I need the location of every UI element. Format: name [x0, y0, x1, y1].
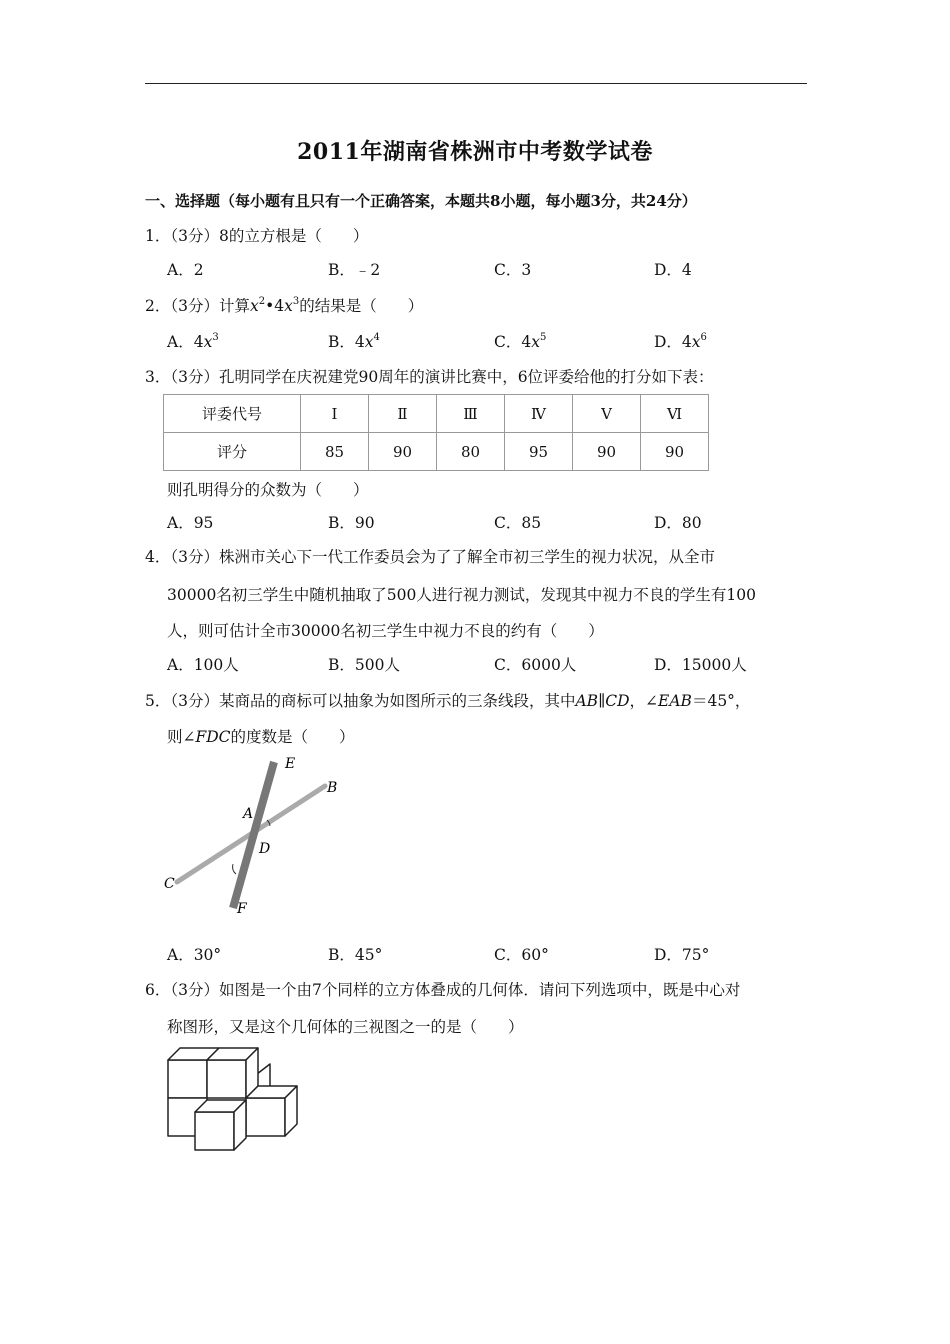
question-3-stem: 3．（3分）孔明同学在庆祝建党90周年的演讲比赛中，6位评委给他的打分如下表： [145, 368, 714, 386]
section-heading: 一、选择题（每小题有且只有一个正确答案，本题共8小题，每小题3分，共24分） [145, 192, 697, 210]
q2-option-d-coef: D．4 [654, 333, 692, 351]
label-c: C [164, 876, 175, 892]
cube-front-front [195, 1112, 234, 1150]
q2-dot: •4 [265, 297, 285, 315]
q6-cube-stack-figure [160, 1040, 310, 1155]
q2-option-b-var: x [364, 333, 374, 351]
q5-value: ＝45°， [691, 692, 751, 710]
label-a: A [243, 806, 254, 822]
q5-angle-sym: ，∠ [629, 692, 659, 710]
q3-option-d: D．80 [654, 514, 702, 532]
q2-option-a-var: x [203, 333, 213, 351]
q5-parallel: ∥ [598, 692, 606, 710]
q2-option-b [328, 330, 380, 352]
q5-line2-suffix: 的度数是（ ） [230, 728, 355, 746]
q5-line2-prefix: 则∠ [167, 728, 196, 746]
q2-var-x2: x [284, 297, 293, 315]
question-4-line-2: 30000名初三学生中随机抽取了500人进行视力测试，发现其中视力不良的学生有100 [167, 586, 756, 604]
q5-option-a: A．30° [167, 946, 222, 964]
angle-arc-d [233, 864, 236, 874]
page-title: 2011年湖南省株洲市中考数学试卷 [297, 139, 653, 165]
table-cell: 95 [505, 433, 573, 471]
table-header-row [164, 395, 709, 433]
q2-var-x: x [249, 297, 259, 315]
q5-fdc: FDC [195, 728, 231, 746]
q1-option-b: B．﹣2 [328, 261, 381, 279]
q2-option-a [167, 330, 219, 352]
q5-line-figure [155, 750, 355, 925]
q1-option-d: D．4 [654, 261, 692, 279]
q2-option-d-var: x [691, 333, 701, 351]
q2-exp-a: 2 [258, 296, 266, 307]
q2-option-a-exp: 3 [212, 332, 219, 343]
table-row [164, 433, 709, 471]
q4-option-a: A．100人 [167, 656, 239, 674]
question-1-stem: 1．（3分）8的立方根是（ ） [145, 227, 369, 245]
q2-exp-b: 3 [292, 296, 300, 307]
q5-prefix: 5．（3分）某商品的商标可以抽象为如图所示的三条线段，其中 [145, 692, 576, 710]
table-cell: 90 [573, 433, 641, 471]
q3-option-b: B．90 [328, 514, 375, 532]
question-6-line-2: 称图形，又是这个几何体的三视图之一的是（ ） [167, 1018, 524, 1036]
q2-option-c [494, 330, 546, 352]
table-cell: 90 [369, 433, 437, 471]
table-cell: Ⅳ [505, 395, 573, 433]
q3-option-a: A．95 [167, 514, 214, 532]
q2-option-b-exp: 4 [373, 332, 380, 343]
table-cell: 评委代号 [164, 395, 301, 433]
question-4-line-3: 人，则可估计全市30000名初三学生中视力不良的约有（ ） [167, 622, 604, 640]
label-d: D [259, 841, 271, 857]
table-cell: 90 [641, 433, 709, 471]
q4-option-d: D．15000人 [654, 656, 747, 674]
table-cell: Ⅲ [437, 395, 505, 433]
q1-option-c: C．3 [494, 261, 532, 279]
q2-option-d [654, 330, 707, 352]
label-e: E [285, 756, 296, 772]
q5-option-d: D．75° [654, 946, 710, 964]
q4-option-b: B．500人 [328, 656, 400, 674]
question-5-line-1 [145, 689, 750, 711]
table-cell: 80 [437, 433, 505, 471]
table-cell: Ⅱ [369, 395, 437, 433]
line-ef [233, 762, 274, 908]
table-cell: Ⅵ [641, 395, 709, 433]
cube-right-front [246, 1098, 285, 1136]
table-cell: Ⅰ [301, 395, 369, 433]
q4-option-c: C．6000人 [494, 656, 577, 674]
q2-suffix: 的结果是（ ） [299, 297, 424, 315]
q2-option-c-var: x [531, 333, 540, 351]
q3-option-c: C．85 [494, 514, 542, 532]
q2-prefix: 2．（3分）计算 [145, 297, 250, 315]
q5-eab: EAB [658, 692, 692, 710]
q2-option-c-exp: 5 [539, 332, 547, 343]
cube-top-mid-front [207, 1060, 246, 1098]
question-5-line-2 [167, 725, 355, 747]
q5-ab: AB [575, 692, 599, 710]
q2-option-b-coef: B．4 [328, 333, 365, 351]
q5-option-b: B．45° [328, 946, 383, 964]
score-table [163, 394, 709, 471]
q2-option-d-exp: 6 [700, 332, 707, 343]
label-f: F [237, 901, 247, 917]
table-cell: 评分 [164, 433, 301, 471]
q1-option-a: A．2 [167, 261, 204, 279]
question-2-stem [145, 294, 423, 316]
question-4-line-1: 4．（3分）株洲市关心下一代工作委员会为了了解全市初三学生的视力状况，从全市 [145, 548, 715, 566]
label-b: B [327, 780, 338, 796]
table-cell: Ⅴ [573, 395, 641, 433]
cube-top-left-front [168, 1060, 207, 1098]
q5-option-c: C．60° [494, 946, 549, 964]
table-cell: 85 [301, 433, 369, 471]
q2-option-a-coef: A．4 [167, 333, 204, 351]
question-6-line-1: 6．（3分）如图是一个由7个同样的立方体叠成的几何体．请问下列选项中，既是中心对 [145, 981, 741, 999]
top-rule [145, 83, 807, 84]
q5-cd: CD [605, 692, 630, 710]
q2-option-c-coef: C．4 [494, 333, 532, 351]
question-3-after: 则孔明得分的众数为（ ） [167, 481, 369, 499]
